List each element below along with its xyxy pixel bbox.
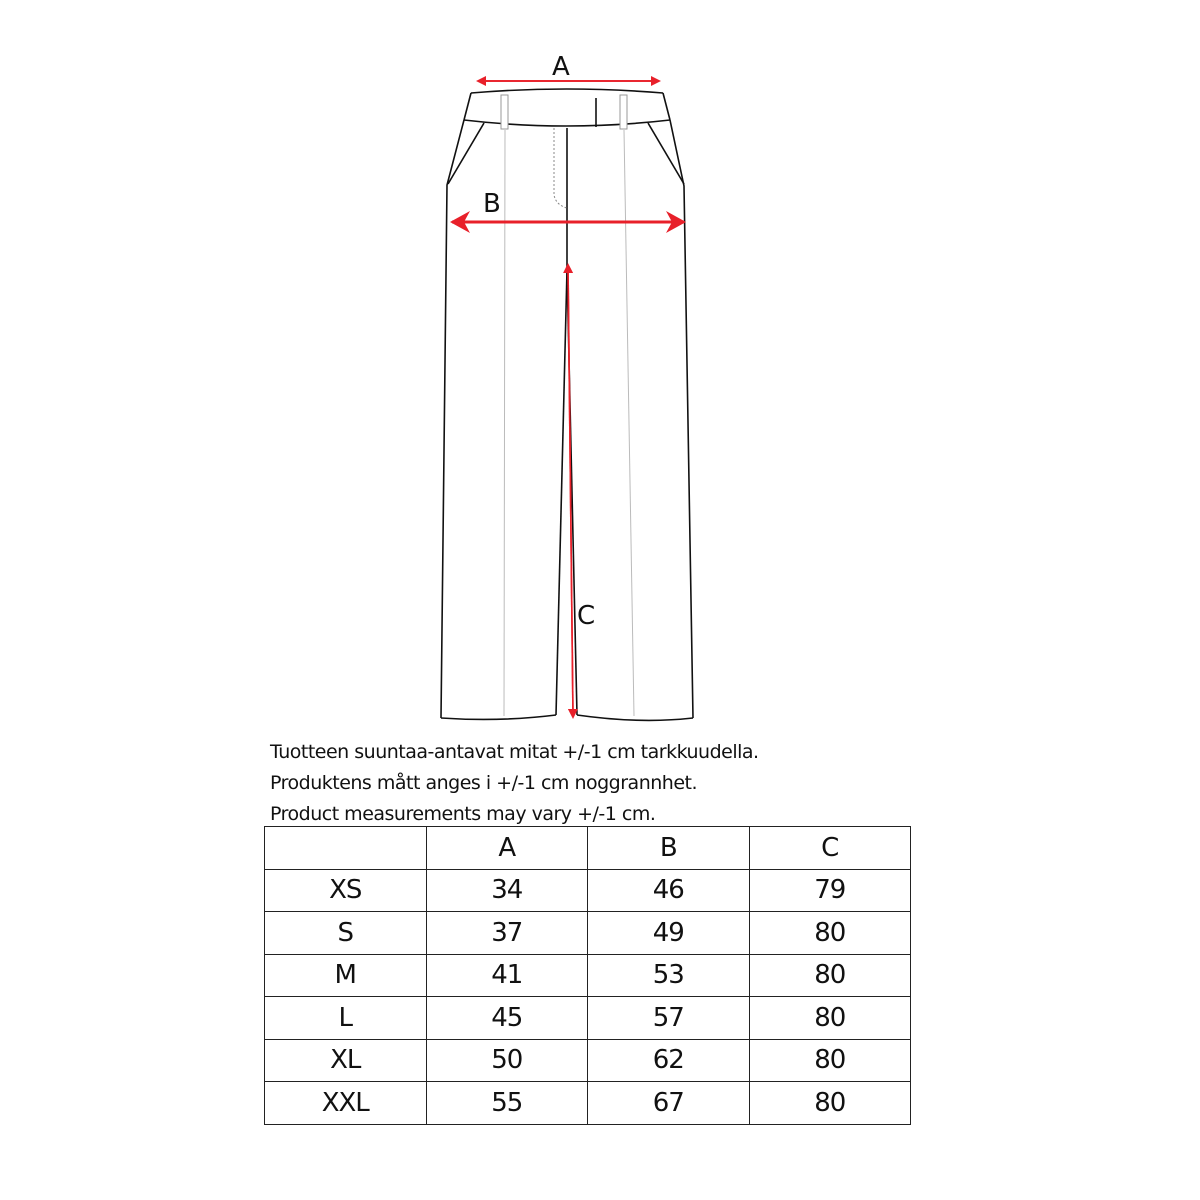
b-cell: 57 (588, 997, 750, 1040)
a-cell: 50 (426, 1039, 588, 1082)
size-cell: L (265, 997, 427, 1040)
header-a: A (426, 827, 588, 870)
table-row (265, 954, 911, 997)
table-row (265, 1039, 911, 1082)
label-a: A (552, 52, 570, 82)
fly-stitch (554, 128, 567, 208)
belt-loops (501, 95, 627, 129)
table-row (265, 1082, 911, 1125)
header-size (265, 827, 427, 870)
a-cell: 55 (426, 1082, 588, 1125)
size-chart-table (264, 826, 911, 1125)
c-cell: 80 (749, 912, 911, 955)
a-cell: 41 (426, 954, 588, 997)
table-row (265, 912, 911, 955)
note-english: Product measurements may vary +/-1 cm. (270, 803, 656, 825)
b-cell: 49 (588, 912, 750, 955)
c-cell: 80 (749, 1082, 911, 1125)
measurement-notes (270, 737, 910, 830)
a-cell: 34 (426, 869, 588, 912)
table-row (265, 869, 911, 912)
b-cell: 62 (588, 1039, 750, 1082)
size-cell: XL (265, 1039, 427, 1082)
size-cell: M (265, 954, 427, 997)
label-c: C (577, 601, 596, 631)
c-cell: 80 (749, 1039, 911, 1082)
size-cell: S (265, 912, 427, 955)
header-b: B (588, 827, 750, 870)
size-cell: XXL (265, 1082, 427, 1125)
label-b: B (483, 189, 501, 219)
b-cell: 46 (588, 869, 750, 912)
size-cell: XS (265, 869, 427, 912)
note-swedish: Produktens mått anges i +/-1 cm noggrannhet. (270, 772, 697, 794)
a-cell: 45 (426, 997, 588, 1040)
trousers-outline (441, 89, 693, 720)
header-c: C (749, 827, 911, 870)
b-cell: 67 (588, 1082, 750, 1125)
table-row (265, 997, 911, 1040)
b-cell: 53 (588, 954, 750, 997)
c-cell: 79 (749, 869, 911, 912)
a-cell: 37 (426, 912, 588, 955)
c-cell: 80 (749, 997, 911, 1040)
c-cell: 80 (749, 954, 911, 997)
note-finnish: Tuotteen suuntaa-antavat mitat +/-1 cm tarkkuudella. (270, 741, 759, 763)
table-header-row (265, 827, 911, 870)
